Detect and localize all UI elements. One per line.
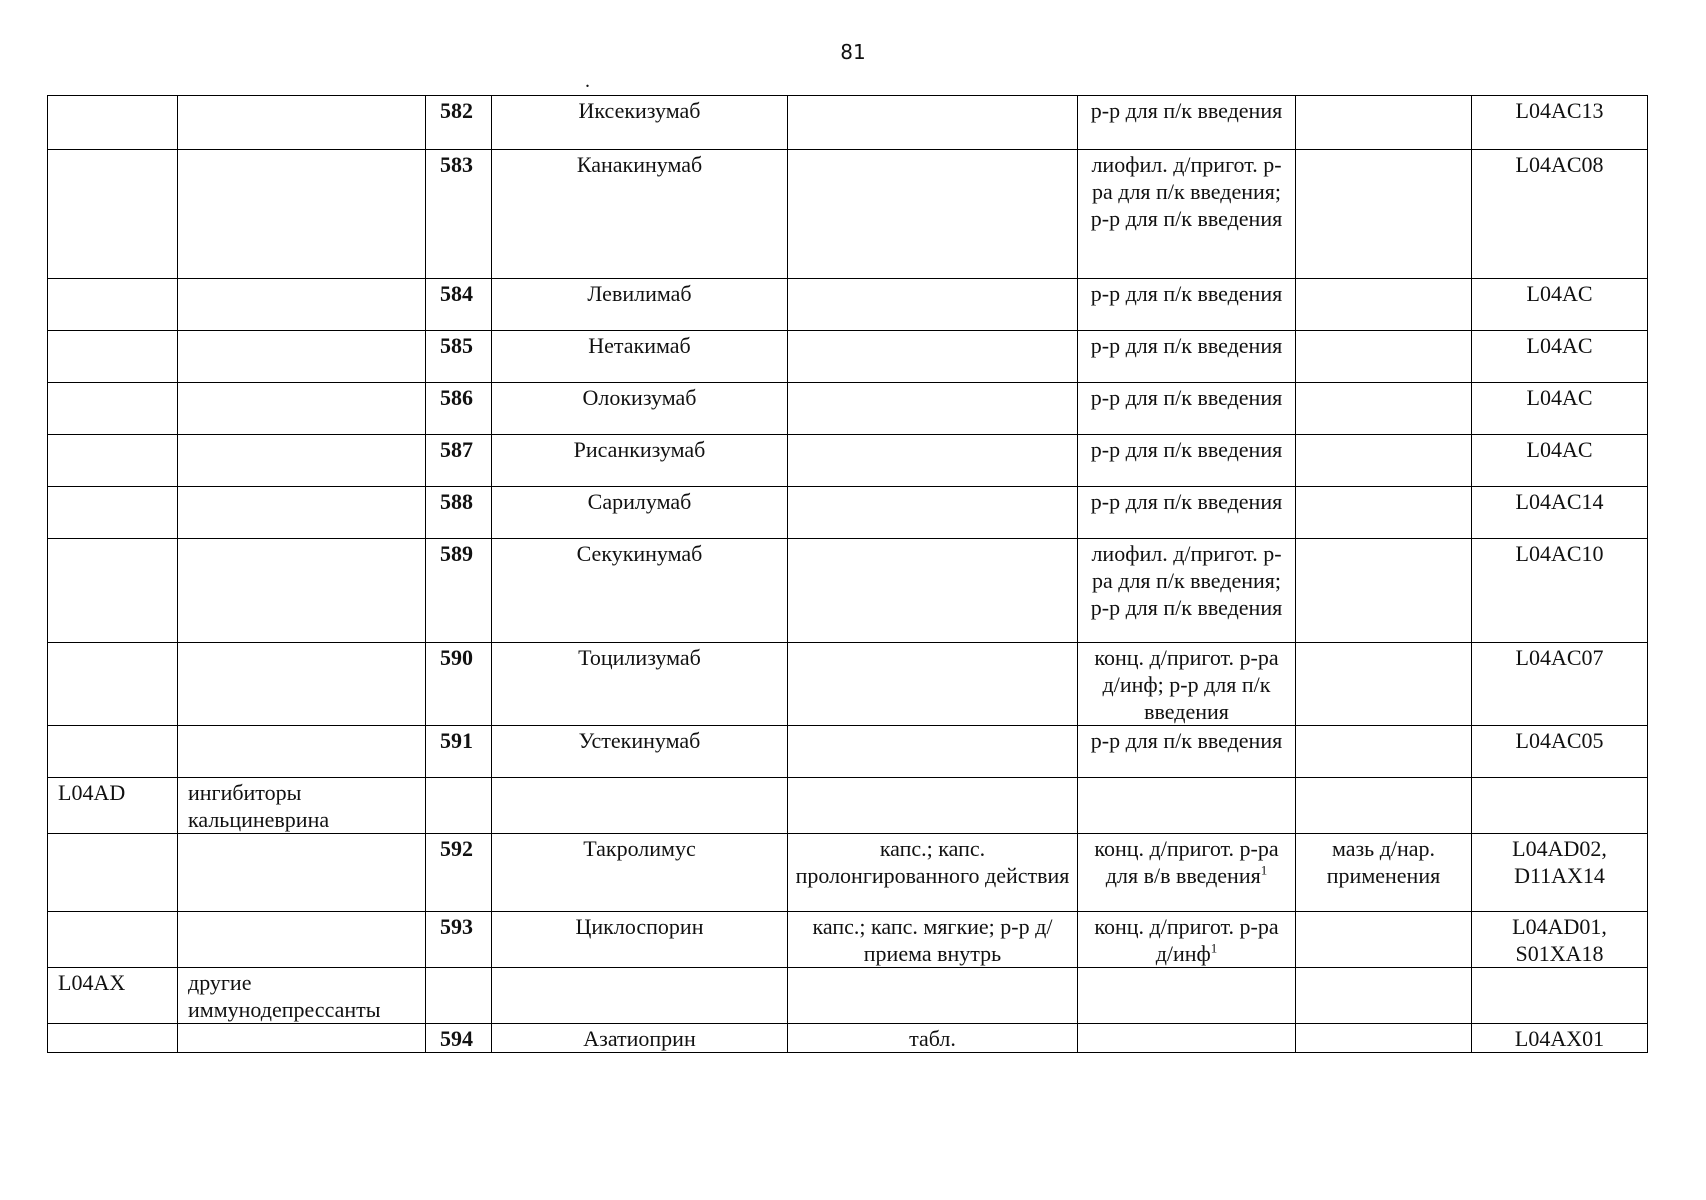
cell-form-oral bbox=[788, 643, 1078, 726]
cell-number-text: 592 bbox=[440, 836, 473, 861]
cell-atc-code bbox=[1472, 539, 1648, 643]
cell-group-name bbox=[178, 487, 426, 539]
table-row bbox=[48, 968, 1648, 1024]
table-row bbox=[48, 834, 1648, 912]
cell-drug-name bbox=[492, 383, 788, 435]
cell-drug-name bbox=[492, 643, 788, 726]
cell-number bbox=[426, 834, 492, 912]
cell-atc-code bbox=[1472, 778, 1648, 834]
cell-form-injection-text: лиофил. д/пригот. р-ра для п/к введения; р-р для п/к введения bbox=[1090, 152, 1283, 231]
cell-form-oral bbox=[788, 968, 1078, 1024]
cell-form-other bbox=[1296, 150, 1472, 279]
table-row bbox=[48, 912, 1648, 968]
cell-drug-name bbox=[492, 778, 788, 834]
cell-drug-name-text: Канакинумаб bbox=[576, 152, 703, 177]
cell-drug-name bbox=[492, 968, 788, 1024]
cell-drug-name bbox=[492, 96, 788, 150]
cell-form-injection-text: р-р для п/к введения bbox=[1090, 333, 1283, 358]
cell-atc-code-text: L04AC bbox=[1526, 333, 1593, 358]
cell-drug-name bbox=[492, 331, 788, 383]
cell-form-other bbox=[1296, 1024, 1472, 1053]
table-row bbox=[48, 279, 1648, 331]
cell-form-other bbox=[1296, 487, 1472, 539]
cell-atc-code bbox=[1472, 487, 1648, 539]
table-row bbox=[48, 726, 1648, 778]
cell-form-other bbox=[1296, 643, 1472, 726]
cell-form-other bbox=[1296, 778, 1472, 834]
cell-number bbox=[426, 435, 492, 487]
cell-drug-name bbox=[492, 834, 788, 912]
cell-atc-code-text: L04AC05 bbox=[1515, 728, 1604, 753]
cell-number-text: 589 bbox=[440, 541, 473, 566]
cell-form-injection-text: лиофил. д/пригот. р-ра для п/к введения; р-р для п/к введения bbox=[1090, 541, 1283, 620]
page-number: 81 bbox=[840, 40, 866, 64]
cell-form-oral bbox=[788, 96, 1078, 150]
cell-drug-name-text: Циклоспорин bbox=[575, 914, 704, 939]
page-mark: . bbox=[585, 70, 590, 92]
cell-drug-name bbox=[492, 912, 788, 968]
cell-atc-code bbox=[1472, 1024, 1648, 1053]
cell-form-oral-text: капс.; капс. пролонгированного действия bbox=[795, 836, 1070, 888]
cell-form-injection-text: конц. д/пригот. р-ра д/инф; р-р для п/к введения bbox=[1094, 645, 1279, 724]
cell-atc-code bbox=[1472, 912, 1648, 968]
cell-form-other bbox=[1296, 834, 1472, 912]
cell-number bbox=[426, 150, 492, 279]
cell-group-name bbox=[178, 435, 426, 487]
cell-form-oral bbox=[788, 279, 1078, 331]
table-row bbox=[48, 539, 1648, 643]
cell-form-injection bbox=[1078, 834, 1296, 912]
cell-drug-name bbox=[492, 1024, 788, 1053]
footnote-mark: 1 bbox=[1210, 940, 1218, 956]
drug-table bbox=[47, 95, 1648, 1053]
cell-number-text: 593 bbox=[440, 914, 473, 939]
cell-form-injection-text: р-р для п/к введения bbox=[1090, 728, 1283, 753]
cell-atc-code-text: L04AC07 bbox=[1515, 645, 1604, 670]
cell-drug-name bbox=[492, 539, 788, 643]
cell-atc-code-text: L04AC08 bbox=[1515, 152, 1604, 177]
cell-number-text: 583 bbox=[440, 152, 473, 177]
table-row bbox=[48, 435, 1648, 487]
cell-form-other-text: мазь д/нар. применения bbox=[1326, 836, 1441, 888]
cell-form-injection-text: р-р для п/к введения bbox=[1090, 385, 1283, 410]
cell-form-oral bbox=[788, 778, 1078, 834]
cell-form-oral bbox=[788, 539, 1078, 643]
cell-form-injection bbox=[1078, 968, 1296, 1024]
cell-drug-name-text: Такролимус bbox=[583, 836, 696, 861]
cell-group-name bbox=[178, 279, 426, 331]
cell-atc-group bbox=[48, 279, 178, 331]
cell-group-name-text: другие иммунодепрессанты bbox=[188, 970, 381, 1022]
cell-atc-group bbox=[48, 539, 178, 643]
cell-form-oral bbox=[788, 834, 1078, 912]
cell-group-name bbox=[178, 778, 426, 834]
cell-group-name-text: ингибиторы кальциневрина bbox=[188, 780, 330, 832]
cell-group-name bbox=[178, 383, 426, 435]
cell-atc-group bbox=[48, 150, 178, 279]
cell-group-name bbox=[178, 834, 426, 912]
cell-drug-name-text: Рисанкизумаб bbox=[573, 437, 706, 462]
cell-form-injection bbox=[1078, 331, 1296, 383]
cell-form-injection bbox=[1078, 383, 1296, 435]
cell-form-other bbox=[1296, 331, 1472, 383]
cell-form-injection bbox=[1078, 539, 1296, 643]
cell-group-name bbox=[178, 968, 426, 1024]
cell-atc-code-text: L04AC10 bbox=[1515, 541, 1604, 566]
cell-number bbox=[426, 968, 492, 1024]
cell-form-injection-text: р-р для п/к введения bbox=[1090, 98, 1283, 123]
cell-form-injection bbox=[1078, 1024, 1296, 1053]
cell-form-injection bbox=[1078, 435, 1296, 487]
cell-drug-name bbox=[492, 150, 788, 279]
cell-form-other bbox=[1296, 279, 1472, 331]
cell-form-injection bbox=[1078, 778, 1296, 834]
cell-atc-code bbox=[1472, 435, 1648, 487]
cell-atc-code bbox=[1472, 96, 1648, 150]
cell-group-name bbox=[178, 912, 426, 968]
table-row bbox=[48, 1024, 1648, 1053]
cell-form-injection bbox=[1078, 487, 1296, 539]
cell-form-injection bbox=[1078, 279, 1296, 331]
cell-atc-code-text: L04AD02, D11AX14 bbox=[1512, 836, 1607, 888]
cell-number-text: 585 bbox=[440, 333, 473, 358]
cell-number bbox=[426, 1024, 492, 1053]
cell-form-other bbox=[1296, 726, 1472, 778]
table-row bbox=[48, 331, 1648, 383]
table-row bbox=[48, 643, 1648, 726]
cell-form-oral bbox=[788, 912, 1078, 968]
cell-atc-group bbox=[48, 331, 178, 383]
cell-number bbox=[426, 539, 492, 643]
cell-drug-name-text: Секукинумаб bbox=[576, 541, 703, 566]
cell-atc-group bbox=[48, 1024, 178, 1053]
cell-drug-name bbox=[492, 487, 788, 539]
cell-atc-group bbox=[48, 968, 178, 1024]
cell-drug-name-text: Олокизумаб bbox=[582, 385, 697, 410]
cell-atc-code bbox=[1472, 383, 1648, 435]
cell-number-text: 591 bbox=[440, 728, 473, 753]
cell-atc-code-text: L04AC bbox=[1526, 281, 1593, 306]
cell-number-text: 582 bbox=[440, 98, 473, 123]
cell-number bbox=[426, 643, 492, 726]
cell-drug-name-text: Азатиоприн bbox=[583, 1026, 696, 1051]
cell-drug-name bbox=[492, 435, 788, 487]
cell-atc-group bbox=[48, 96, 178, 150]
cell-form-injection-text: конц. д/пригот. р-ра для в/в введения bbox=[1094, 836, 1279, 888]
cell-drug-name-text: Нетакимаб bbox=[588, 333, 691, 358]
cell-atc-code bbox=[1472, 968, 1648, 1024]
cell-form-other bbox=[1296, 383, 1472, 435]
cell-number bbox=[426, 331, 492, 383]
cell-group-name bbox=[178, 96, 426, 150]
cell-number-text: 588 bbox=[440, 489, 473, 514]
cell-atc-code bbox=[1472, 279, 1648, 331]
table-row bbox=[48, 150, 1648, 279]
cell-atc-code-text: L04AC bbox=[1526, 385, 1593, 410]
cell-group-name bbox=[178, 331, 426, 383]
cell-atc-group bbox=[48, 383, 178, 435]
cell-atc-code bbox=[1472, 150, 1648, 279]
cell-atc-code bbox=[1472, 643, 1648, 726]
cell-number-text: 586 bbox=[440, 385, 473, 410]
cell-atc-code-text: L04AX01 bbox=[1514, 1026, 1605, 1051]
cell-drug-name-text: Устекинумаб bbox=[578, 728, 701, 753]
cell-form-oral bbox=[788, 331, 1078, 383]
cell-atc-group bbox=[48, 912, 178, 968]
cell-atc-group bbox=[48, 726, 178, 778]
cell-form-oral bbox=[788, 150, 1078, 279]
cell-drug-name bbox=[492, 726, 788, 778]
cell-form-oral bbox=[788, 1024, 1078, 1053]
cell-drug-name-text: Тоцилизумаб bbox=[578, 645, 701, 670]
cell-number bbox=[426, 726, 492, 778]
cell-form-injection bbox=[1078, 912, 1296, 968]
cell-atc-code bbox=[1472, 726, 1648, 778]
cell-form-injection-text: р-р для п/к введения bbox=[1090, 281, 1283, 306]
cell-group-name bbox=[178, 726, 426, 778]
cell-atc-group bbox=[48, 435, 178, 487]
cell-form-oral bbox=[788, 435, 1078, 487]
cell-group-name bbox=[178, 539, 426, 643]
table-row bbox=[48, 487, 1648, 539]
cell-form-injection-text: р-р для п/к введения bbox=[1090, 437, 1283, 462]
cell-form-injection bbox=[1078, 96, 1296, 150]
cell-drug-name-text: Сарилумаб bbox=[587, 489, 692, 514]
cell-drug-name bbox=[492, 279, 788, 331]
cell-atc-code-text: L04AC13 bbox=[1515, 98, 1604, 123]
table-row bbox=[48, 383, 1648, 435]
cell-form-injection bbox=[1078, 150, 1296, 279]
cell-group-name bbox=[178, 150, 426, 279]
cell-number bbox=[426, 383, 492, 435]
cell-atc-group bbox=[48, 834, 178, 912]
cell-form-oral bbox=[788, 726, 1078, 778]
cell-atc-group-text: L04AX bbox=[58, 970, 126, 995]
cell-number bbox=[426, 778, 492, 834]
cell-number-text: 587 bbox=[440, 437, 473, 462]
cell-form-oral bbox=[788, 487, 1078, 539]
cell-drug-name-text: Иксекизумаб bbox=[578, 98, 701, 123]
cell-atc-group bbox=[48, 487, 178, 539]
cell-atc-code-text: L04AC bbox=[1526, 437, 1593, 462]
cell-atc-group bbox=[48, 778, 178, 834]
cell-number bbox=[426, 279, 492, 331]
cell-form-other bbox=[1296, 968, 1472, 1024]
cell-number bbox=[426, 96, 492, 150]
cell-form-other bbox=[1296, 912, 1472, 968]
cell-form-injection bbox=[1078, 643, 1296, 726]
cell-form-injection-text: конц. д/пригот. р-ра д/инф bbox=[1094, 914, 1279, 966]
cell-form-other bbox=[1296, 96, 1472, 150]
cell-atc-code bbox=[1472, 331, 1648, 383]
cell-atc-code-text: L04AD01, S01XA18 bbox=[1512, 914, 1607, 966]
cell-number-text: 584 bbox=[440, 281, 473, 306]
cell-form-oral bbox=[788, 383, 1078, 435]
cell-number bbox=[426, 487, 492, 539]
cell-form-oral-text: капс.; капс. мягкие; р-р д/приема внутрь bbox=[812, 914, 1053, 966]
table-row bbox=[48, 778, 1648, 834]
cell-number-text: 594 bbox=[440, 1026, 473, 1051]
cell-atc-code-text: L04AC14 bbox=[1515, 489, 1604, 514]
cell-atc-group-text: L04AD bbox=[58, 780, 126, 805]
cell-drug-name-text: Левилимаб bbox=[587, 281, 692, 306]
cell-form-other bbox=[1296, 435, 1472, 487]
cell-atc-group bbox=[48, 643, 178, 726]
cell-group-name bbox=[178, 1024, 426, 1053]
cell-form-other bbox=[1296, 539, 1472, 643]
cell-group-name bbox=[178, 643, 426, 726]
table-row bbox=[48, 96, 1648, 150]
cell-form-injection bbox=[1078, 726, 1296, 778]
cell-number-text: 590 bbox=[440, 645, 473, 670]
cell-form-oral-text: табл. bbox=[909, 1026, 956, 1051]
cell-form-injection-text: р-р для п/к введения bbox=[1090, 489, 1283, 514]
cell-atc-code bbox=[1472, 834, 1648, 912]
cell-number bbox=[426, 912, 492, 968]
footnote-mark: 1 bbox=[1260, 862, 1268, 878]
